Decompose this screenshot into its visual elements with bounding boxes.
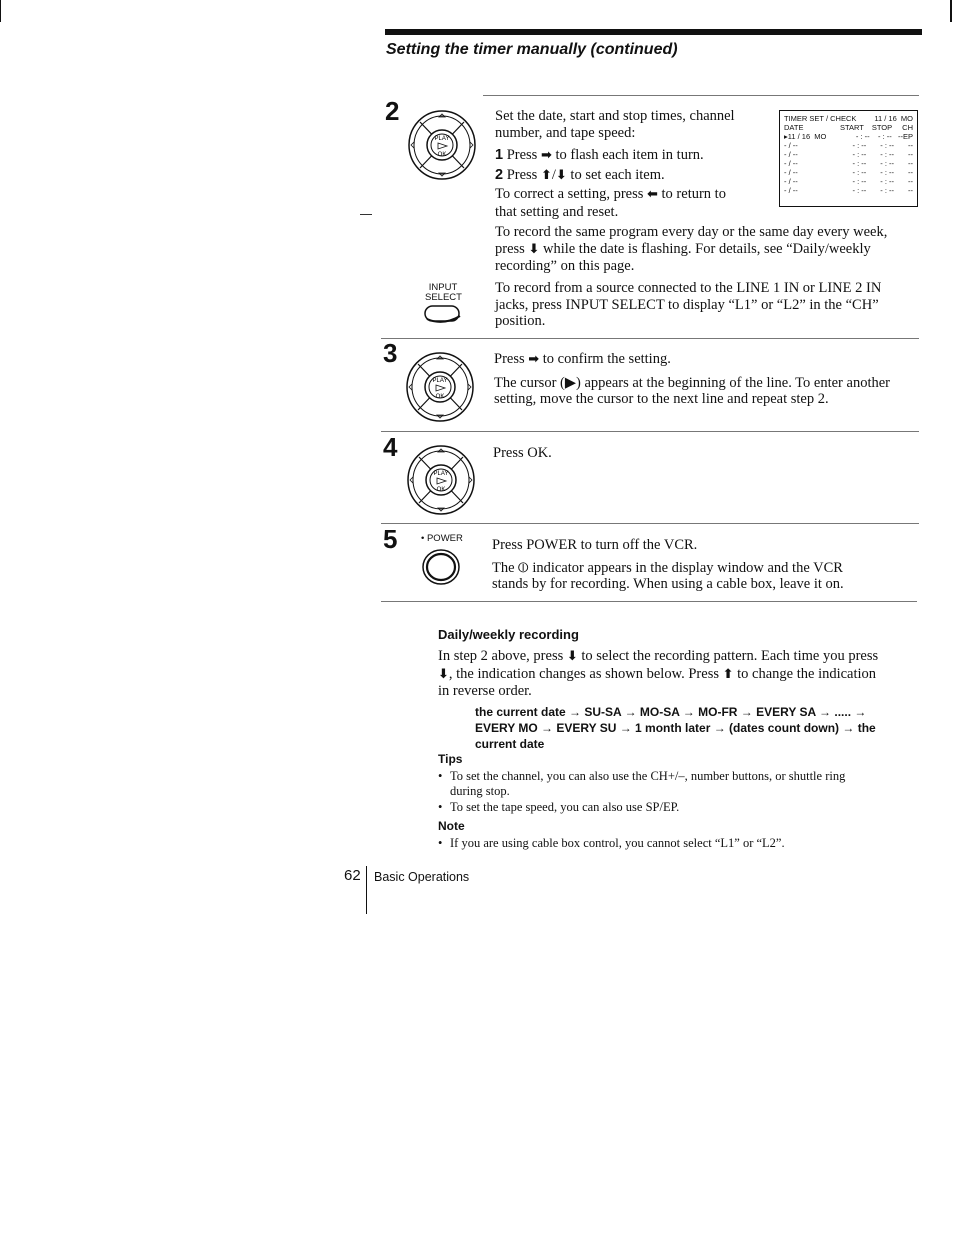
pattern-sequence: the current date → SU-SA → MO-SA → MO-FR → EVERY SA → ..... → EVERY MO → EVERY SU → 1 month later → (dates count down) → the current date <box>475 705 876 751</box>
text-line: position. <box>495 313 546 329</box>
text-line: recording” on this page. <box>495 258 635 274</box>
down-arrow-icon: ⬇ <box>438 666 449 682</box>
note-list <box>438 836 918 851</box>
tips-list <box>438 769 918 815</box>
text-line: 2 Press ⬆/⬇ to set each item. <box>495 166 665 183</box>
ok-label: OK <box>435 394 445 400</box>
ok-label: OK <box>436 487 446 493</box>
play-label: PLAY <box>432 378 448 384</box>
text-line: Press ➡ to confirm the setting. <box>494 351 671 367</box>
remote-dial-icon <box>404 350 476 424</box>
divider <box>381 338 919 339</box>
text-line: In step 2 above, press ⬇ to select the recording pattern. Each time you press <box>438 648 879 664</box>
right-arrow-icon: ➡ <box>540 148 552 163</box>
text-line: in reverse order. <box>438 683 532 699</box>
substep-number: 1 <box>495 147 504 163</box>
ok-label: OK <box>437 152 447 158</box>
page-number: 62 <box>344 867 361 884</box>
display-row: - / -- - : -- - : -- -- <box>784 159 913 168</box>
section-heading: Daily/weekly recording <box>438 627 579 642</box>
footer-section: Basic Operations <box>374 870 470 884</box>
remote-dial-icon <box>405 443 477 517</box>
list-item: • To set the tape speed, you can also use SP/EP. <box>438 800 680 814</box>
text-line: stands by for recording. When using a cable box, leave it on. <box>492 576 844 592</box>
list-item: • To set the channel, you can also use the CH+/–, number buttons, or shuttle ring during stop. <box>438 769 846 798</box>
text-line: ⬇, the indication changes as shown below. Press ⬆ to change the indication <box>438 665 877 682</box>
col-stop: STOP <box>871 123 893 132</box>
daily-text <box>438 648 918 700</box>
text-line: press ⬇ while the date is flashing. For details, see “Daily/weekly <box>495 240 871 257</box>
input-select-button-icon <box>423 304 463 324</box>
line-input-hint <box>495 280 920 330</box>
display-row: - / -- - : -- - : -- -- <box>784 168 913 177</box>
scan-mark <box>950 0 952 22</box>
col-start: START <box>839 123 864 132</box>
text-line: To record from a source connected to the LINE 1 IN or LINE 2 IN <box>495 280 882 296</box>
text-line: Set the date, start and stop times, channel <box>495 108 735 124</box>
timer-display <box>779 110 918 207</box>
step3-text <box>494 351 924 408</box>
daily-hint <box>495 224 925 275</box>
input-select-label: INPUT SELECT <box>425 282 462 303</box>
footer-divider <box>366 866 367 914</box>
text-line: The cursor (▶) appears at the beginning of the line. To enter another <box>494 374 890 391</box>
step-number: 3 <box>383 338 398 368</box>
scan-mark <box>360 214 372 215</box>
text-line: 1 Press ➡ to flash each item in turn. <box>495 147 704 163</box>
display-date: 11 / 16 MO <box>874 114 913 123</box>
text-line: that setting and reset. <box>495 203 619 220</box>
display-row: - / -- - : -- - : -- -- <box>784 141 913 150</box>
down-arrow-icon: ⬇ <box>528 241 540 257</box>
divider <box>483 95 919 96</box>
display-row: - / -- - : -- - : -- -- <box>784 150 913 159</box>
text-line: To correct a setting, press ⬅ to return to <box>495 186 726 202</box>
down-arrow-icon: ⬇ <box>566 649 578 664</box>
text-line: Press POWER to turn off the VCR. <box>492 537 698 553</box>
display-row: - / -- - : -- - : -- -- <box>784 177 913 186</box>
down-arrow-icon: ⬇ <box>555 167 567 183</box>
text-line: To record the same program every day or the same day every week, <box>495 224 888 240</box>
power-button-icon <box>421 548 463 586</box>
col-date: DATE <box>784 123 804 132</box>
step-number: 4 <box>383 432 398 462</box>
step5-text <box>492 537 922 593</box>
col-ch: CH <box>902 123 913 132</box>
text-line: setting, move the cursor to the next line and repeat step 2. <box>494 391 829 407</box>
divider <box>381 431 919 432</box>
step-number: 2 <box>385 96 400 126</box>
display-row: - / -- - : -- - : -- -- <box>784 186 913 195</box>
divider <box>381 601 917 602</box>
up-arrow-icon: ⬆ <box>722 666 734 682</box>
tips-heading: Tips <box>438 752 463 766</box>
page-title: Setting the timer manually (continued) <box>386 41 678 58</box>
text-line: The ⦶ indicator appears in the display window and the VCR <box>492 559 843 576</box>
scan-mark <box>0 0 1 22</box>
list-item: • If you are using cable box control, you cannot select “L1” or “L2”. <box>438 836 785 850</box>
step4-text: Press OK. <box>493 445 552 461</box>
text-line: number, and tape speed: <box>495 124 636 141</box>
display-row: ▸11 / 16 MO - : -- - : -- --EP <box>784 132 913 141</box>
substep-number: 2 <box>495 166 504 183</box>
up-arrow-icon: ⬆ <box>540 167 552 183</box>
left-arrow-icon: ⬅ <box>647 187 658 202</box>
remote-dial-icon <box>406 108 478 182</box>
power-label: • POWER <box>421 533 463 544</box>
divider <box>381 523 919 524</box>
play-label: PLAY <box>433 471 449 477</box>
step2-text <box>495 108 780 220</box>
note-heading: Note <box>438 819 465 833</box>
header-bar <box>385 29 922 35</box>
play-label: PLAY <box>434 136 450 142</box>
step-number: 5 <box>383 524 398 554</box>
text-line: jacks, press INPUT SELECT to display “L1” or “L2” in the “CH” <box>495 296 879 313</box>
right-arrow-icon: ➡ <box>528 352 540 367</box>
display-title: TIMER SET / CHECK <box>784 114 857 123</box>
